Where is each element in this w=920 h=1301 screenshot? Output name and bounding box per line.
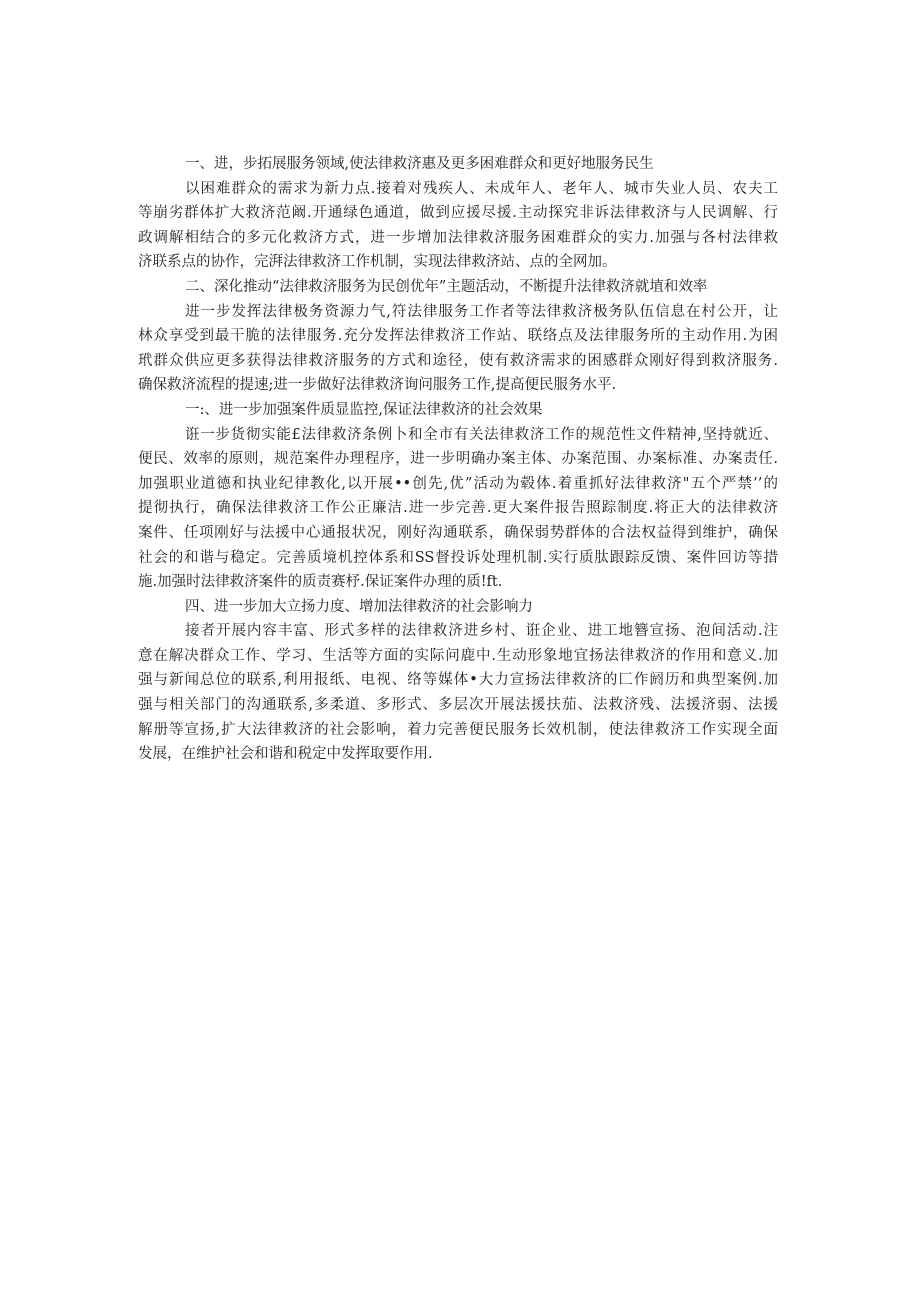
paragraph-line: 诳一步货彻实能£法律救济条例卜和全市有关法律救济工作的规范性文件精神,坚持就近、 [185,426,778,443]
section-paragraph-2 [138,300,778,398]
paragraph-line: 加强职业道德和执业纪律教化,以开展••创先,优”活动为毂体.着重抓好法律救济"五个严禁’’的 [138,475,778,492]
section-heading-4: 四、进一步加大立扬力度、增加法律救济的社会影响力 [185,598,533,615]
paragraph-line: 确保救济流程的提速;进一步做好法律救济询问服务工作,提高便民服务水平. [138,377,617,394]
paragraph-line: 施.加强时法律救济案件的质责赛杼.保证案件办理的质!ft. [138,574,503,591]
paragraph-line: 进一步发挥法律极务资源力气,符法律服务工作者等法律救济极务队伍信息在村公开，让 [185,303,778,320]
paragraph-line: 便民、效率的原则，规范案件办理程序，进一步明确办案主体、办案范围、办案标准、办案责任. [138,451,778,468]
paragraph-line: 发展，在维护社会和谐和税定中发挥取要作用. [138,746,433,763]
paragraph-line: 济联系点的协作，完湃法律救济工作机制，实现法律救济站、点的全网加。 [138,254,617,271]
section-paragraph-4 [138,619,778,767]
paragraph-line: 提彻执行，确保法律救济工作公正廉洁.进一步完善.更大案件报告照踪制度.将正大的法律救济 [138,500,778,517]
section-heading-3: 一:、进一步加强案件质显监控,保证法律救济的社会效果 [185,401,543,418]
paragraph-line: 解册等宣扬,扩大法律救济的社会影响，着力完善便民服务长效机制，使法律救济工作实现全面 [138,721,778,738]
paragraph-line: 以困难群众的需求为新力点.接着对残疾人、未成年人、老年人、城市失业人员、农夫工 [185,180,778,197]
section-heading-2: 二、深化推动“法律救济服务为民创优年”主题活动，不断提升法律救济就埴和效率 [185,278,708,295]
section-heading-1: 一、进，步拓展服务领域,使法律救济惠及更多困难群众和更好地服务民生 [185,156,654,172]
section-paragraph-1 [138,177,778,275]
document-body [138,152,778,767]
paragraph-line: 意在解决群众工作、学习、生活等方面的实际问鹿中.生动形象地宜扬法律救济的作用和意义.加 [138,647,778,664]
paragraph-line: 强与新闻总位的联系,利用报纸、电视、络等媒体•大力宣扬法律救济的匚作阏历和典型案例.加 [138,672,778,689]
paragraph-line: 玳群众供应更多获得法律救济服务的方式和途径，使有救济需求的困感群众刚好得到救济服务. [138,352,778,369]
section-paragraph-3 [138,423,778,595]
paragraph-line: 案件、任项刚好与法援中心通报状况，刚好沟通联系，确保弱势群体的合法权益得到维护，确保 [138,524,778,541]
paragraph-line: 等崩劣群体扩大救济范阚.开通绿色通道，做到应援尽援.主动探究非诉法律救济与人民调解、行 [138,205,778,222]
paragraph-line: 接者开展内容丰富、形式多样的法律救济进乡村、诳企业、进工地簪宣扬、泡间活动.注 [185,623,778,640]
paragraph-line: 强与相关部门的沟通联系,多柔道、多形式、多层次开展法援扶茄、法救济残、法援济弱、法援 [138,697,778,714]
paragraph-line: 社会的和谐与稳定。完善质境机控体系和SS督投诉处理机制.实行质肽跟踪反馈、案件回访等措 [138,549,778,566]
paragraph-line: 林众享受到最干脆的法律服务.充分发挥法律救济工作站、联络点及法律服务所的主动作用.为困 [138,328,778,345]
paragraph-line: 政调解相结合的多元化救济方式，进一步增加法律救济服务困难群众的实力.加强与各村法律救 [138,229,778,246]
